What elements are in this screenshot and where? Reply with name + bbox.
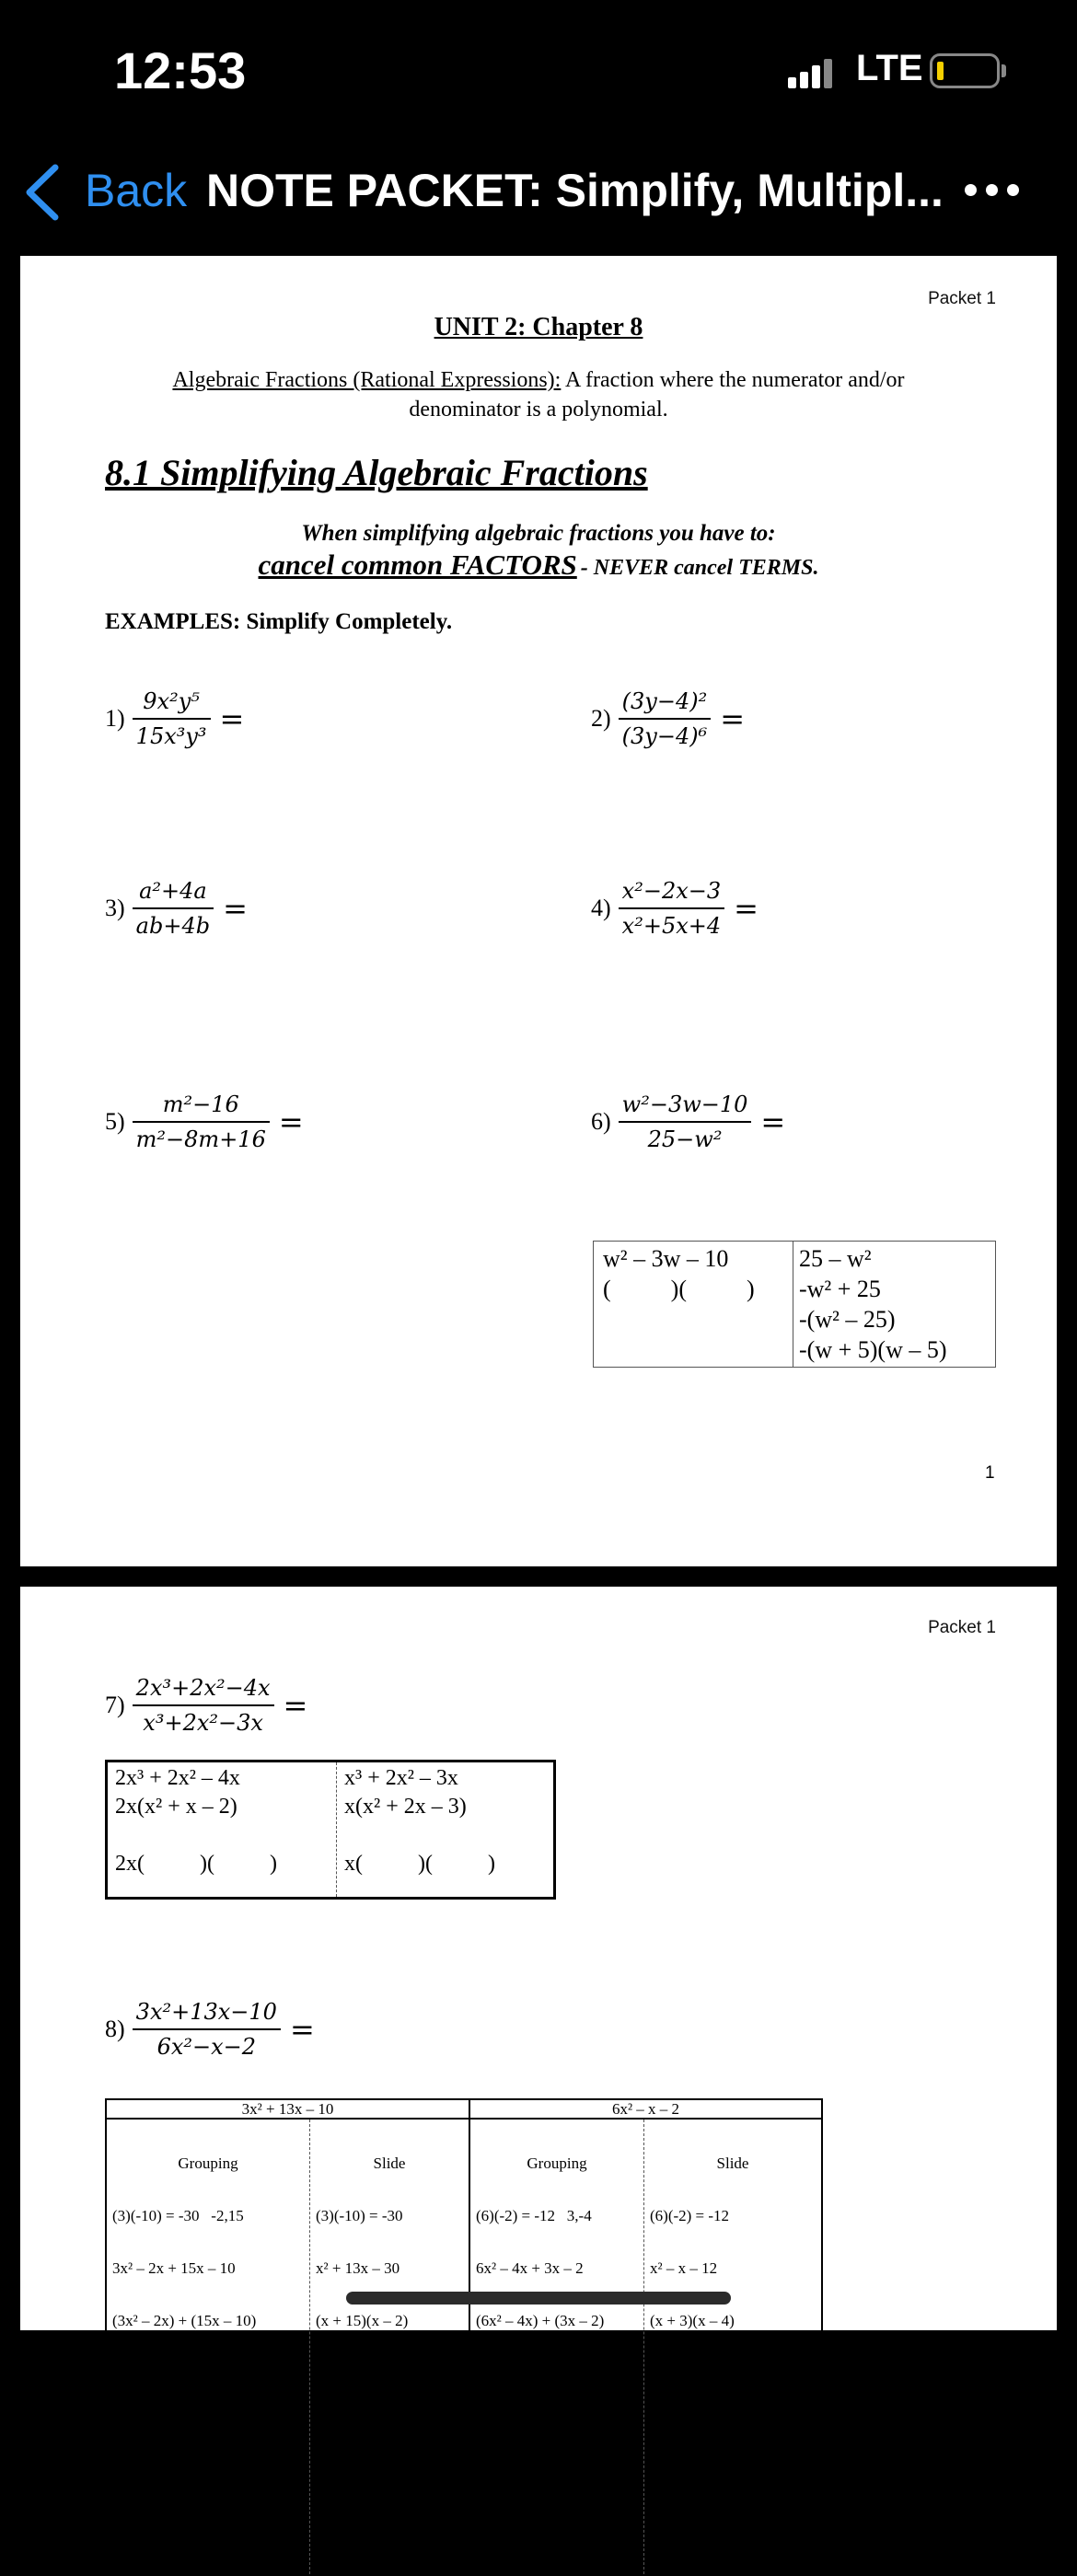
numerator: 2x³+2x²−4x xyxy=(135,1675,271,1701)
factoring-box-6 xyxy=(593,1241,996,1368)
step: (6)(-2) = -12 3,-4 xyxy=(476,2207,592,2224)
unit-heading: UNIT 2: Chapter 8 xyxy=(434,313,643,341)
problem-label: 8) xyxy=(105,2016,125,2042)
denominator: (3y−4)⁶ xyxy=(621,723,708,749)
step: (3)(-10) = -30 -2,15 xyxy=(112,2207,244,2224)
step: 3x² – 2x + 15x – 10 xyxy=(112,2259,236,2277)
slide-column xyxy=(644,2119,823,2575)
examples-heading: EXAMPLES: Simplify Completely. xyxy=(105,609,453,634)
problem-label: 2) xyxy=(591,705,611,732)
battery-icon xyxy=(930,53,1000,88)
step: (2x + 1)(3x – 2) xyxy=(650,2522,750,2539)
definition-text: A fraction where the numerator and/or xyxy=(565,368,905,392)
problem-2 xyxy=(591,688,745,749)
method-title: Slide xyxy=(373,2154,406,2172)
chevron-left-icon[interactable] xyxy=(22,162,63,227)
factor-line: x³ + 2x² – 3x xyxy=(344,1766,458,1790)
factor-line: -(w² – 25) xyxy=(799,1306,896,1333)
numerator: x²−2x−3 xyxy=(621,878,722,904)
definition-line-2: denominator is a polynomial. xyxy=(409,398,668,422)
step: (x + 5)(3x – 2) xyxy=(316,2417,409,2434)
step: (3x – 2)(2x + 1) xyxy=(476,2417,576,2434)
equals-sign: = xyxy=(289,2012,315,2047)
rule-warning: - NEVER cancel TERMS. xyxy=(580,556,819,580)
factor-box-left xyxy=(107,1762,337,1899)
step: 3 3 xyxy=(316,2364,394,2382)
problem-label: 4) xyxy=(591,895,611,921)
factor-line: ( )( ) xyxy=(603,1276,755,1302)
section-heading: 8.1 Simplifying Algebraic Fractions xyxy=(105,452,648,493)
denominator: 25−w² xyxy=(647,1126,723,1152)
numerator: w²−3w−10 xyxy=(621,1092,748,1117)
factor-box-right xyxy=(337,1762,555,1899)
equals-sign: = xyxy=(223,891,248,926)
problem-5 xyxy=(105,1092,304,1152)
rule-line-2 xyxy=(20,549,1057,582)
problem-label: 7) xyxy=(105,1692,125,1718)
packet-label: Packet 1 xyxy=(928,1618,996,1637)
factor-box-left xyxy=(594,1242,793,1368)
factoring-box-7 xyxy=(105,1760,556,1900)
rule-line-1: When simplifying algebraic fractions you have to: xyxy=(301,521,776,546)
denominator: m²−8m+16 xyxy=(135,1126,266,1152)
grouping-column xyxy=(106,2119,310,2575)
step: (3)(-10) = -30 xyxy=(316,2207,403,2224)
step: (3x² – 2x) + (15x – 10) xyxy=(112,2312,257,2329)
back-button[interactable]: Back xyxy=(85,165,188,216)
rule-emphasis: cancel common FACTORS xyxy=(258,549,577,581)
step: x² – x – 12 xyxy=(650,2259,718,2277)
factor-line: 2x³ + 2x² – 4x xyxy=(115,1766,240,1790)
equals-sign: = xyxy=(283,1688,308,1723)
problem-label: 1) xyxy=(105,705,125,732)
factor-line: -(w + 5)(w – 5) xyxy=(799,1336,947,1363)
equals-sign: = xyxy=(734,891,759,926)
step: x(3x – 2) + 5(3x – 2) xyxy=(112,2364,244,2382)
problem-3 xyxy=(105,878,248,939)
step: 2x(3x – 2) + (3x – 2) xyxy=(476,2364,608,2382)
numerator: 9x²y⁵ xyxy=(143,688,200,714)
factor-line: 2x(x² + x – 2) xyxy=(115,1795,237,1819)
expression-header: 6x² – x – 2 xyxy=(469,2099,822,2119)
step: (x + 15)(x – 2) xyxy=(316,2312,409,2329)
home-indicator[interactable] xyxy=(346,2292,731,2305)
method-title: Grouping xyxy=(178,2154,238,2172)
factor-line: x(x² + 2x – 3) xyxy=(344,1795,467,1819)
method-title: Slide xyxy=(716,2154,749,2172)
battery-cap xyxy=(1002,64,1006,77)
equals-sign: = xyxy=(720,701,746,736)
problem-7 xyxy=(105,1675,307,1736)
step: 6x² – 4x + 3x – 2 xyxy=(476,2259,584,2277)
definition-term: Algebraic Fractions (Rational Expressions): xyxy=(172,368,562,392)
factor-line: 25 – w² xyxy=(799,1245,872,1272)
grouping-column xyxy=(469,2119,644,2575)
problem-6 xyxy=(591,1092,785,1152)
packet-label: Packet 1 xyxy=(928,289,996,308)
denominator: 15x³y³ xyxy=(135,723,207,749)
factor-spacer xyxy=(115,1821,329,1850)
equals-sign: = xyxy=(278,1104,304,1139)
factor-line: -w² + 25 xyxy=(799,1276,881,1302)
equals-sign: = xyxy=(219,701,245,736)
step: x² + 13x – 30 xyxy=(316,2259,400,2277)
more-icon[interactable] xyxy=(965,184,1020,196)
numerator: 3x²+13x−10 xyxy=(135,1999,277,2025)
problem-label: 3) xyxy=(105,895,125,921)
expression-header: 3x² + 13x – 10 xyxy=(106,2099,469,2119)
factor-box-right xyxy=(793,1242,996,1368)
factor-line: 2x( )( ) xyxy=(115,1852,277,1876)
factor-line: w² – 3w – 10 xyxy=(603,1245,729,1272)
denominator: x²+5x+4 xyxy=(621,913,722,939)
step: 2 3 xyxy=(650,2469,728,2487)
slide-column xyxy=(310,2119,470,2575)
document-title: NOTE PACKET: Simplify, Multipl... xyxy=(206,165,944,216)
problem-label: 5) xyxy=(105,1108,125,1135)
step: (6x² – 4x) + (3x – 2) xyxy=(476,2312,605,2329)
step: (3x – 2)(x + 5) xyxy=(112,2417,205,2434)
document-page-1 xyxy=(20,256,1057,1566)
equals-sign: = xyxy=(760,1104,786,1139)
numerator: (3y−4)² xyxy=(621,688,708,714)
document-page-2 xyxy=(20,1587,1057,2539)
denominator: 6x²−x−2 xyxy=(156,2034,257,2060)
step: (x + 1)(x – 2) xyxy=(650,2417,735,2434)
problem-8 xyxy=(105,1999,315,2060)
step: (6)(-2) = -12 xyxy=(650,2207,730,2224)
step: 6 6 xyxy=(650,2364,728,2382)
denominator: ab+4b xyxy=(135,913,211,939)
status-time: 12:53 xyxy=(114,41,247,99)
numerator: m²−16 xyxy=(162,1092,239,1117)
factor-line: x( )( ) xyxy=(344,1852,495,1876)
step: (x + 3)(x – 4) xyxy=(650,2312,735,2329)
network-label: LTE xyxy=(856,48,923,88)
numerator: a²+4a xyxy=(139,878,207,904)
problem-1 xyxy=(105,688,244,749)
method-title: Grouping xyxy=(527,2154,587,2172)
denominator: x³+2x²−3x xyxy=(143,1710,263,1736)
factoring-box-8 xyxy=(105,2098,823,2576)
problem-label: 6) xyxy=(591,1108,611,1135)
factor-spacer xyxy=(344,1821,546,1850)
page-number: 1 xyxy=(985,1463,995,1483)
problem-4 xyxy=(591,878,759,939)
definition-line-1 xyxy=(20,368,1057,393)
signal-icon xyxy=(788,57,840,88)
